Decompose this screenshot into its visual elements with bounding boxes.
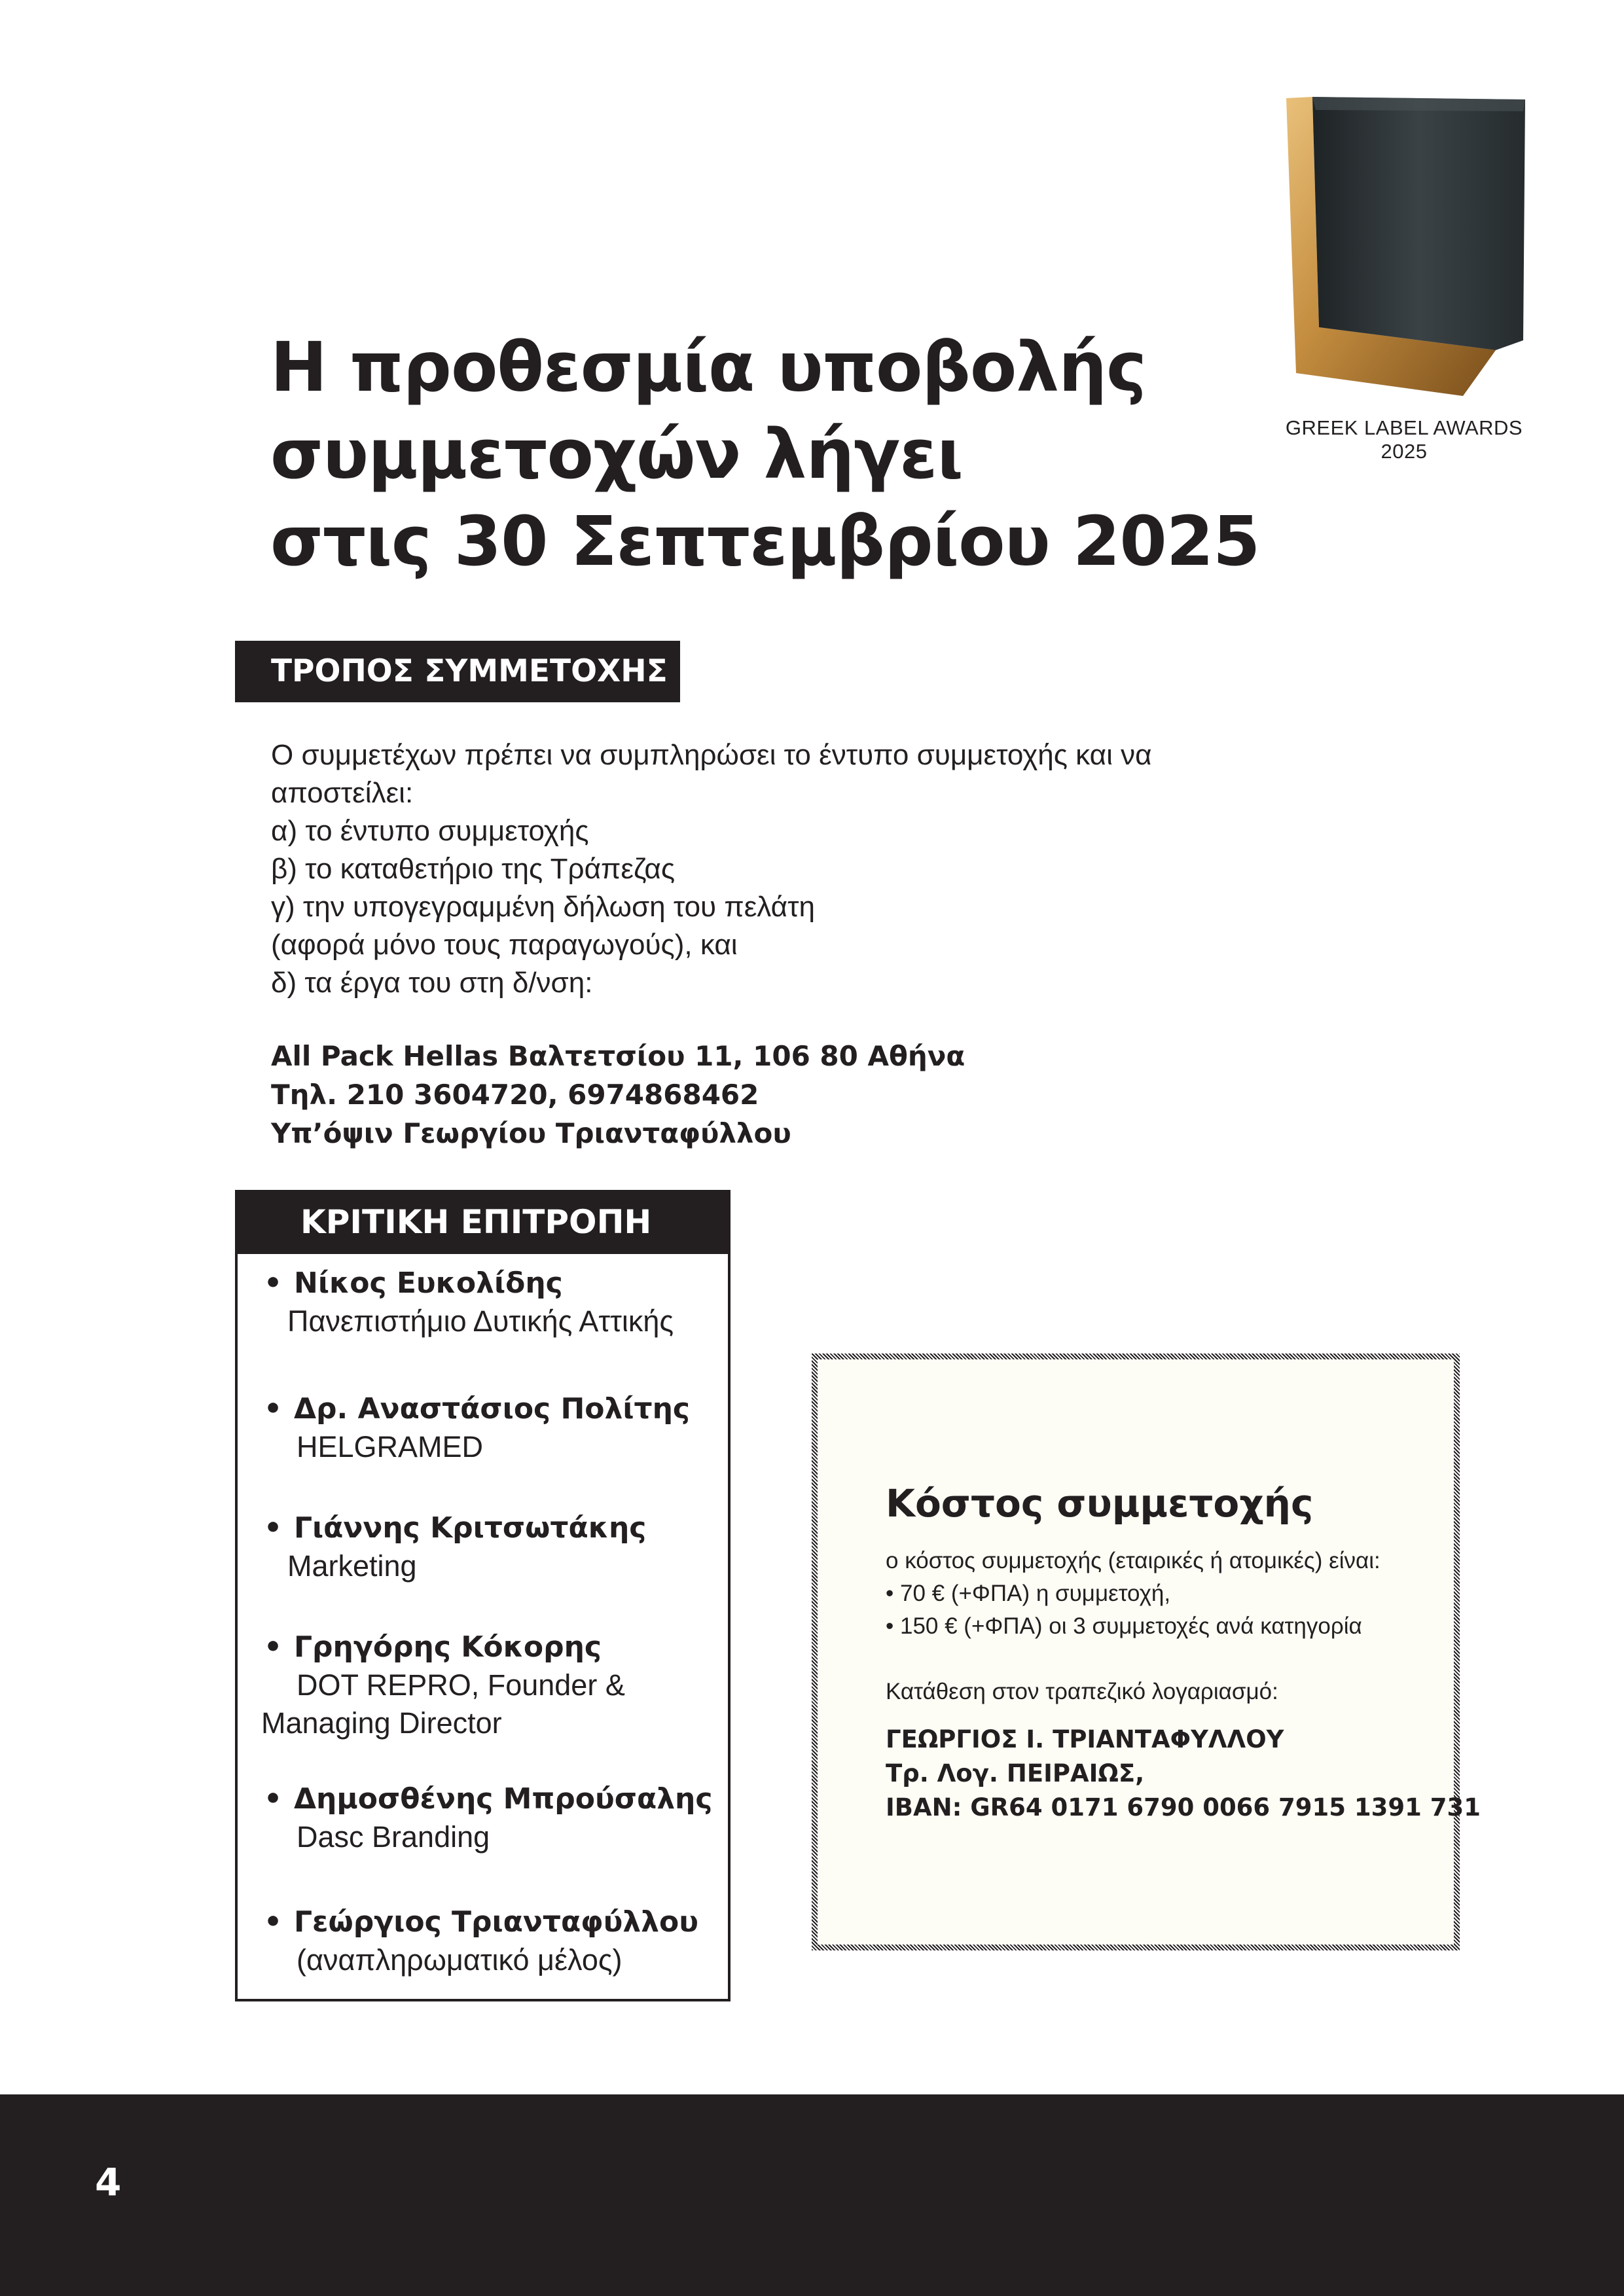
- cost-list: [886, 1577, 1449, 1643]
- participation-instructions: [271, 736, 1253, 1002]
- instruction-line: αποστείλει:: [271, 777, 414, 809]
- member-affiliation: Πανεπιστήμιο Δυτικής Αττικής: [287, 1304, 674, 1338]
- bullet: •: [264, 1511, 283, 1545]
- member-affiliation: DOT REPRO, Founder &: [297, 1668, 625, 1702]
- address-line: All Pack Hellas Βαλτετσίου 11, 106 80 Αθήνα: [271, 1040, 965, 1072]
- phone-line: Τηλ. 210 3604720, 6974868462: [271, 1079, 759, 1111]
- instruction-line: β) το καταθετήριο της Τράπεζας: [271, 853, 676, 885]
- member-name: Δημοσθένης Μπρούσαλης: [294, 1782, 713, 1816]
- committee-member: [264, 1390, 722, 1466]
- committee-member: [264, 1903, 722, 1979]
- headline-line: Η προθεσμία υποβολής: [270, 327, 1146, 407]
- participation-section-header: ΤΡΟΠΟΣ ΣΥΜΜΕΤΟΧΗΣ: [235, 641, 680, 702]
- page-title: [270, 324, 1260, 585]
- list-item: • 70 € (+ΦΠΑ) η συμμετοχή,: [886, 1581, 1171, 1606]
- bank-details: [886, 1723, 1481, 1825]
- attention-line: Υπ’όψιν Γεωργίου Τριανταφύλλου: [271, 1117, 791, 1149]
- member-affiliation: Marketing: [287, 1549, 417, 1583]
- committee-section-header: ΚΡΙΤΙΚΗ ΕΠΙΤΡΟΠΗ: [235, 1190, 731, 1254]
- member-name: Νίκος Ευκολίδης: [294, 1266, 563, 1300]
- member-name: Γρηγόρης Κόκορης: [294, 1630, 602, 1664]
- instruction-line: Ο συμμετέχων πρέπει να συμπληρώσει το έντυπο συμμετοχής και να: [271, 739, 1152, 771]
- committee-member: [264, 1509, 722, 1585]
- member-affiliation: Dasc Branding: [297, 1820, 490, 1854]
- bullet: •: [264, 1266, 283, 1300]
- footer-bar: [0, 2094, 1624, 2296]
- bullet: •: [264, 1905, 283, 1939]
- bullet: •: [264, 1392, 283, 1426]
- page-number: 4: [95, 2160, 122, 2204]
- headline-line: στις 30 Σεπτεμβρίου 2025: [270, 501, 1260, 581]
- member-affiliation: (αναπληρωματικό μέλος): [297, 1943, 623, 1977]
- mailing-address: [271, 1037, 1253, 1153]
- bullet: •: [264, 1630, 283, 1664]
- member-affiliation: HELGRAMED: [297, 1430, 484, 1463]
- award-trophy-icon: [1280, 92, 1528, 399]
- cost-title: Κόστος συμμετοχής: [886, 1481, 1314, 1526]
- instruction-line: α) το έντυπο συμμετοχής: [271, 815, 589, 847]
- account-holder: ΓΕΩΡΓΙΟΣ Ι. ΤΡΙΑΝΤΑΦΥΛΛΟΥ: [886, 1725, 1284, 1753]
- deposit-label: Κατάθεση στον τραπεζικό λογαριασμό:: [886, 1679, 1278, 1704]
- cost-box: [812, 1354, 1481, 1950]
- list-item: • 150 € (+ΦΠΑ) οι 3 συμμετοχές ανά κατηγορία: [886, 1613, 1362, 1639]
- instruction-line: (αφορά μόνο τους παραγωγούς), και: [271, 929, 738, 961]
- committee-member: [264, 1265, 722, 1340]
- committee-member: [261, 1628, 722, 1742]
- iban: IBAN: GR64 0171 6790 0066 7915 1391 731: [886, 1793, 1481, 1821]
- member-name: Γεώργιος Τριανταφύλλου: [294, 1905, 698, 1939]
- member-affiliation: Managing Director: [261, 1706, 502, 1740]
- member-name: Γιάννης Κριτσωτάκης: [294, 1511, 647, 1545]
- headline-line: συμμετοχών λήγει: [270, 414, 963, 494]
- instruction-line: γ) την υπογεγραμμένη δήλωση του πελάτη: [271, 891, 815, 923]
- bank-name: Τρ. Λογ. ΠΕΙΡΑΙΩΣ,: [886, 1759, 1145, 1787]
- member-name: Δρ. Αναστάσιος Πολίτης: [294, 1392, 690, 1426]
- cost-intro: ο κόστος συμμετοχής (εταιρικές ή ατομικές) είναι:: [886, 1548, 1380, 1573]
- award-caption: GREEK LABEL AWARDS 2025: [1285, 416, 1523, 463]
- instruction-line: δ) τα έργα του στη δ/νση:: [271, 967, 593, 999]
- committee-member: [264, 1780, 722, 1856]
- bullet: •: [264, 1782, 283, 1816]
